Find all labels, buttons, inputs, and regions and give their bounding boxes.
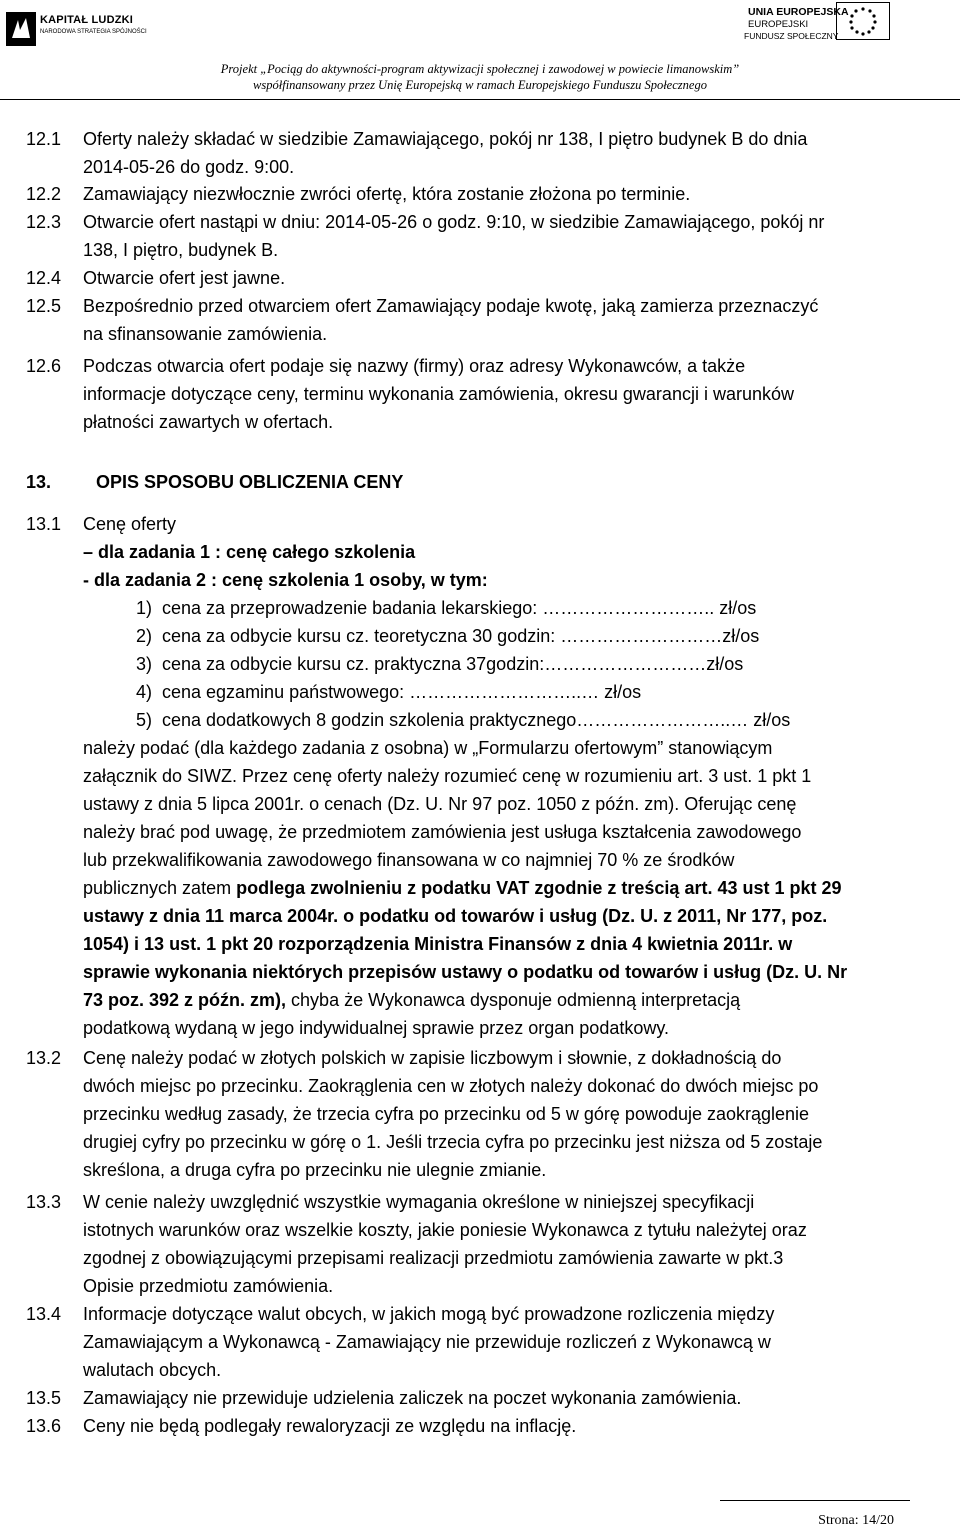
project-title-line: Projekt „Pociąg do aktywności-program aktywizacji społecznej i zawodowej w powiecie limanowskim” (220, 62, 740, 76)
paragraph-line: Zamawiający niezwłocznie zwróci ofertę, która zostanie złożona po terminie. (83, 184, 691, 204)
paragraph-line: lub przekwalifikowania zawodowego finansowana w co najmniej 70 % ze środków (83, 850, 735, 870)
task-1-line: – dla zadania 1 : cenę całego szkolenia (83, 542, 416, 562)
item-number: 12.3 (26, 212, 62, 232)
paragraph-line: 2014-05-26 do godz. 9:00. (83, 157, 295, 177)
item-number: 12.6 (26, 356, 62, 376)
task-2-line: - dla zadania 2 : cenę szkolenia 1 osoby, w tym: (83, 570, 488, 590)
paragraph-line: 1054) i 13 ust. 1 pkt 20 rozporządzenia Ministra Finansów z dnia 4 kwietnia 2011r. w (83, 934, 793, 954)
list-item: 1) cena za przeprowadzenie badania lekarskiego: ……………………….. zł/os (136, 598, 757, 618)
eu-flag-icon (836, 2, 890, 40)
item-number: 13.2 (26, 1048, 62, 1068)
paragraph-line: publicznych zatem podlega zwolnieniu z podatku VAT zgodnie z treścią art. 43 ust 1 pkt 29 (83, 878, 842, 898)
item-number: 13.1 (26, 514, 62, 534)
kapital-ludzki-title: KAPITAŁ LUDZKI (40, 14, 134, 26)
paragraph-line: Zamawiający nie przewiduje udzielenia zaliczek na poczet wykonania zamówienia. (83, 1388, 742, 1408)
item-number: 13.3 (26, 1192, 62, 1212)
paragraph-line: przecinku według zasady, że trzecia cyfra po przecinku od 5 w górę powoduje zaokrąglenie (83, 1104, 810, 1124)
page-number: Strona: 14/20 (818, 1513, 894, 1528)
list-item: 2) cena za odbycie kursu cz. teoretyczna 30 godzin: ………………………zł/os (136, 626, 760, 646)
item-number: 13.4 (26, 1304, 62, 1324)
page-header (0, 0, 960, 100)
paragraph-line: Ceny nie będą podlegały rewaloryzacji ze względu na inflację. (83, 1416, 577, 1436)
paragraph-line: Otwarcie ofert jest jawne. (83, 268, 286, 288)
paragraph-line: Informacje dotyczące walut obcych, w jakich mogą być prowadzone rozliczenia między (83, 1304, 775, 1324)
paragraph-line: istotnych warunków oraz wszelkie koszty, jakie poniesie Wykonawca z tytułu należytej oraz (83, 1220, 807, 1240)
paragraph-line: ustawy z dnia 5 lipca 2001r. o cenach (Dz. U. Nr 97 poz. 1050 z późn. zm). Oferując cenę (83, 794, 797, 814)
paragraph-line: walutach obcych. (83, 1360, 222, 1380)
paragraph-line: dwóch miejsc po przecinku. Zaokrąglenia cen w złotych należy dokonać do dwóch miejsc po (83, 1076, 819, 1096)
header-divider (0, 99, 960, 100)
paragraph-line: informacje dotyczące ceny, terminu wykonania zamówienia, okresu gwarancji i warunków (83, 384, 794, 404)
paragraph-line: sprawie wykonania niektórych przepisów ustawy o podatku od towarów i usług (Dz. U. Nr (83, 962, 848, 982)
section-number: 13. (26, 472, 52, 492)
footer-divider (720, 1500, 910, 1501)
paragraph-line: Cenę oferty (83, 514, 177, 534)
paragraph-line: Podczas otwarcia ofert podaje się nazwy (firmy) oraz adresy Wykonawców, a także (83, 356, 746, 376)
paragraph-line: zgodnej z obowiązującymi przepisami realizacji przedmiotu zamówienia zawarte w pkt.3 (83, 1248, 784, 1268)
paragraph-line: Otwarcie ofert nastąpi w dniu: 2014-05-26 o godz. 9:10, w siedzibie Zamawiającego, pokój nr (83, 212, 825, 232)
list-item: 3) cena za odbycie kursu cz. praktyczna 37godzin:………………………zł/os (136, 654, 744, 674)
paragraph-line: na sfinansowanie zamówienia. (83, 324, 328, 344)
paragraph-line: Opisie przedmiotu zamówienia. (83, 1276, 334, 1296)
paragraph-line: płatności zawartych w ofertach. (83, 412, 334, 432)
paragraph-line: należy brać pod uwagę, że przedmiotem zamówienia jest usługa kształcenia zawodowego (83, 822, 802, 842)
section-heading: OPIS SPOSOBU OBLICZENIA CENY (96, 472, 404, 492)
paragraph-line: W cenie należy uwzględnić wszystkie wymagania określone w niniejszej specyfikacji (83, 1192, 755, 1212)
paragraph-line: ustawy z dnia 11 marca 2004r. o podatku od towarów i usług (Dz. U. z 2011, Nr 177, poz. (83, 906, 828, 926)
paragraph-line: skreślona, a druga cyfra po przecinku nie ulegnie zmianie. (83, 1160, 547, 1180)
paragraph-line: Bezpośrednio przed otwarciem ofert Zamawiający podaje kwotę, jaką zamierza przeznaczyć (83, 296, 819, 316)
kapital-ludzki-subtitle: NARODOWA STRATEGIA SPÓJNOŚCI (40, 29, 147, 35)
list-item: 4) cena egzaminu państwowego: ………………………..… zł/os (136, 682, 642, 702)
project-funding-line: współfinansowany przez Unię Europejską w ramach Europejskiego Funduszu Społecznego (253, 78, 707, 92)
eu-label: UNIA EUROPEJSKA (748, 6, 849, 18)
paragraph-line: załącznik do SIWZ. Przez cenę oferty należy rozumieć cenę w rozumieniu art. 3 ust. 1 pkt 1 (83, 766, 812, 786)
item-number: 13.5 (26, 1388, 62, 1408)
eu-label-3: FUNDUSZ SPOŁECZNY (744, 31, 839, 41)
item-number: 12.2 (26, 184, 62, 204)
item-number: 12.4 (26, 268, 62, 288)
item-number: 12.5 (26, 296, 62, 316)
paragraph-line: 138, I piętro, budynek B. (83, 240, 279, 260)
paragraph-line: należy podać (dla każdego zadania z osobna) w „Formularzu ofertowym” stanowiącym (83, 738, 773, 758)
paragraph-line: drugiej cyfry po przecinku w górę o 1. Jeśli trzecia cyfra po przecinku jest niższa od 5 zostaje (83, 1132, 823, 1152)
paragraph-line: 73 poz. 392 z późn. zm), chyba że Wykonawca dysponuje odmienną interpretacją (83, 990, 741, 1010)
paragraph-line: Cenę należy podać w złotych polskich w zapisie liczbowym i słownie, z dokładnością do (83, 1048, 782, 1068)
item-number: 12.1 (26, 129, 62, 149)
paragraph-line: Oferty należy składać w siedzibie Zamawiającego, pokój nr 138, I piętro budynek B do dnia (83, 129, 808, 149)
eu-label-2: EUROPEJSKI (748, 19, 809, 30)
list-item: 5) cena dodatkowych 8 godzin szkolenia praktycznego……………………..… zł/os (136, 710, 791, 730)
paragraph-line: podatkową wydaną w jego indywidualnej sprawie przez organ podatkowy. (83, 1018, 670, 1038)
item-number: 13.6 (26, 1416, 62, 1436)
paragraph-line: Zamawiającym a Wykonawcą - Zamawiający nie przewiduje rozliczeń z Wykonawcą w (83, 1332, 771, 1352)
